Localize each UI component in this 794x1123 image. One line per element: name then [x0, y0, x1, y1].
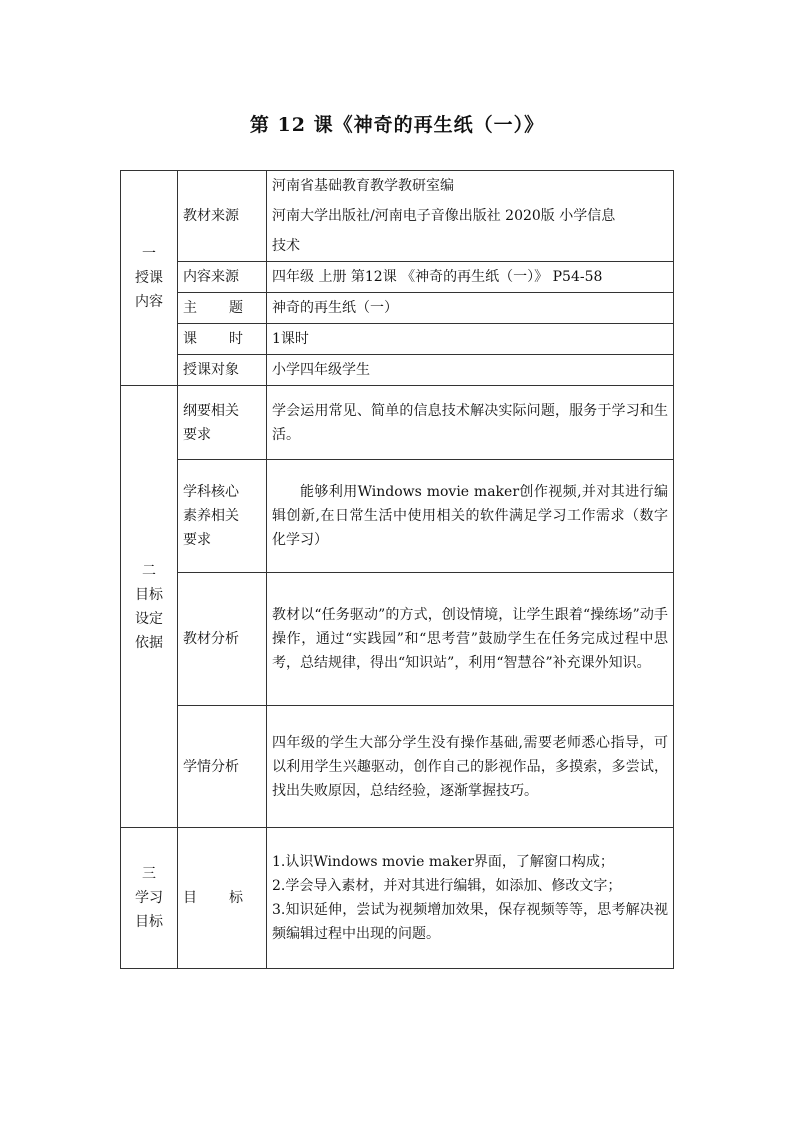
goal-item: 3.知识延伸，尝试为视频增加效果，保存视频等等，思考解决视频编辑过程中出现的问题。 — [272, 902, 668, 942]
table-row — [121, 324, 674, 355]
value-line: 河南省基础教育教学教研室编 — [272, 178, 454, 194]
row-value — [267, 828, 674, 969]
section-header-2 — [121, 386, 178, 828]
row-value: 神奇的再生纸（一） — [267, 293, 674, 324]
row-label — [178, 293, 267, 324]
row-label: 内容来源 — [178, 262, 267, 293]
row-label: 学情分析 — [178, 706, 267, 828]
value-line: 河南大学出版社/河南电子音像出版社 2020版 小学信息 — [272, 208, 616, 224]
row-value: 1课时 — [267, 324, 674, 355]
page-title: 第 12 课《神奇的再生纸（一）》 — [249, 114, 545, 136]
table-row — [121, 706, 674, 828]
label-line: 素养相关 — [183, 508, 239, 524]
table-row — [121, 460, 674, 573]
section-name-line: 授课 — [135, 270, 163, 286]
section-number: 一 — [142, 246, 156, 262]
label-char: 时 — [229, 331, 243, 347]
row-value — [267, 171, 674, 262]
lesson-plan-table — [120, 170, 674, 969]
label-line: 学科核心 — [183, 484, 239, 500]
section-name-line: 目标 — [135, 914, 163, 930]
section-header-3 — [121, 828, 178, 969]
section-name-line: 依据 — [135, 634, 163, 651]
row-value: 能够利用Windows movie maker创作视频,并对其进行编辑创新,在日常生活中使用相关的软件满足学习工作需求（数字化学习） — [267, 460, 674, 573]
table-row — [121, 262, 674, 293]
row-value: 小学四年级学生 — [267, 355, 674, 386]
row-label: 授课对象 — [178, 355, 267, 386]
row-value: 四年级的学生大部分学生没有操作基础,需要老师悉心指导，可以利用学生兴趣驱动，创作自己的影视作品，多摸索，多尝试，找出失败原因，总结经验，逐渐掌握技巧。 — [267, 706, 674, 828]
table-row — [121, 573, 674, 706]
section-name-line: 设定 — [135, 610, 163, 627]
table-row — [121, 828, 674, 969]
label-line: 要求 — [183, 532, 211, 548]
section-number: 二 — [142, 562, 156, 579]
row-label: 教材分析 — [178, 573, 267, 706]
goal-item: 2.学会导入素材，并对其进行编辑，如添加、修改文字； — [272, 878, 622, 894]
goal-item: 1.认识Windows movie maker界面，了解窗口构成； — [272, 854, 614, 870]
label-line: 纲要相关 — [183, 402, 239, 419]
table-row — [121, 386, 674, 460]
table-row — [121, 293, 674, 324]
row-label — [178, 460, 267, 573]
label-char: 课 — [183, 331, 197, 347]
row-label — [178, 828, 267, 969]
row-label — [178, 386, 267, 460]
label-char: 目 — [183, 890, 197, 906]
row-value: 教材以“任务驱动”的方式，创设情境，让学生跟着“操练场”动手操作，通过“实践园”和“思考营”鼓励学生在任务完成过程中思考，总结规律，得出“知识站”，利用“智慧谷”补充课外知识。 — [267, 573, 674, 706]
row-value: 四年级 上册 第12课 《神奇的再生纸（一）》 P54-58 — [267, 262, 674, 293]
section-number: 三 — [142, 866, 156, 882]
table-row — [121, 171, 674, 262]
table-row — [121, 355, 674, 386]
label-char: 主 — [183, 300, 197, 316]
section-name-line: 目标 — [135, 586, 163, 603]
section-header-1 — [121, 171, 178, 386]
row-label: 教材来源 — [178, 171, 267, 262]
label-line: 要求 — [183, 426, 211, 443]
row-value: 学会运用常见、简单的信息技术解决实际问题，服务于学习和生活。 — [267, 386, 674, 460]
label-char: 标 — [229, 890, 243, 906]
label-char: 题 — [229, 300, 243, 316]
section-name-line: 学习 — [135, 890, 163, 906]
section-name-line: 内容 — [135, 294, 163, 310]
row-label — [178, 324, 267, 355]
value-line: 技术 — [272, 238, 300, 254]
